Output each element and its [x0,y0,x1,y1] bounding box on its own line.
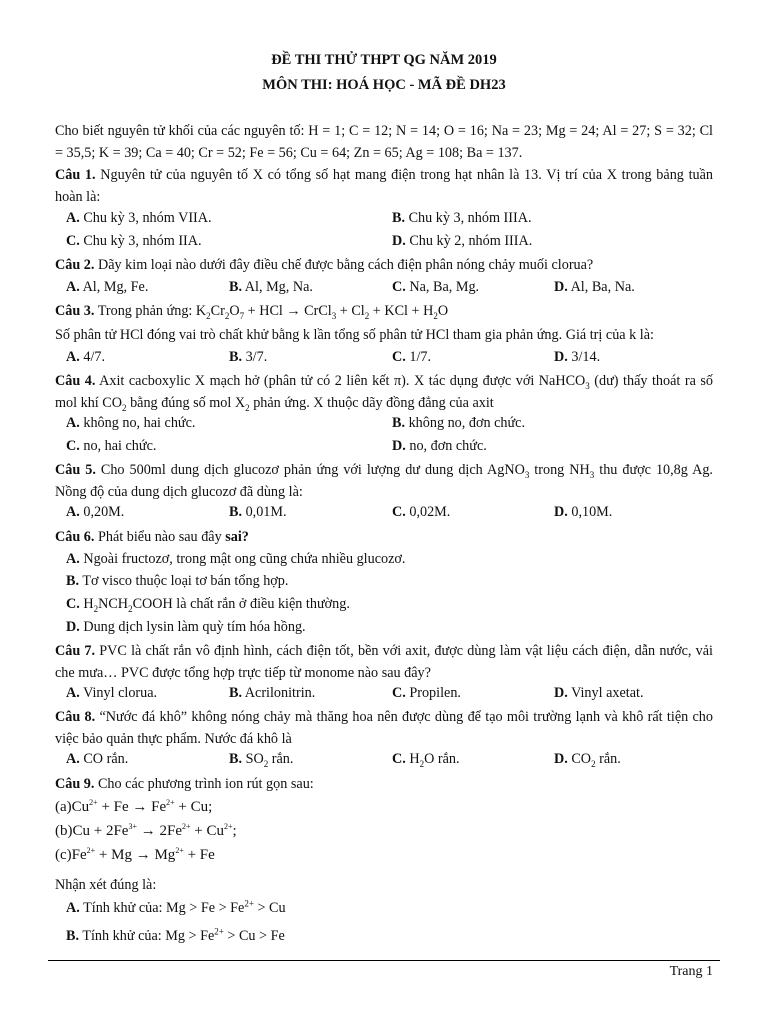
q8-option-a[interactable]: A. CO rắn. [66,751,129,767]
exam-title: ĐỀ THI THỬ THPT QG NĂM 2019 [271,52,497,68]
q5-option-a[interactable]: A. 0,20M. [66,504,125,520]
question-7: Câu 7. PVC là chất rắn vô định hình, cách điện tốt, bền với axit, được dùng làm vật liệu cách điện, dẫn nước, vải che mưa… PVC được tổng hợp trực tiếp từ monome nào sau đây? [55,643,713,681]
question-9: Câu 9. Cho các phương trình ion rút gọn sau: [55,776,314,792]
atomic-mass-intro: Cho biết nguyên tử khối của các nguyên tố: H = 1; C = 12; N = 14; O = 16; Na = 23; Mg = 24; Al = 27; S = 32; Cl = 35,5; K = 39; Ca = 40; Cr = 52; Fe = 56; Cu = 64; Zn = 65; Ag = 108; Ba = 137. [55,123,713,161]
q1-option-b[interactable]: B. Chu kỳ 3, nhóm IIIA. [392,210,532,226]
q6-option-b[interactable]: B. Tơ visco thuộc loại tơ bán tổng hợp. [66,573,289,589]
q6-option-d[interactable]: D. Dung dịch lysin làm quỳ tím hóa hồng. [66,619,306,635]
q2-option-b[interactable]: B. Al, Mg, Na. [229,279,313,295]
q9-option-b[interactable]: B. Tính khử của: $Mg > Fe^{2+} > Cu > Fe$ [66,926,285,944]
q1-option-d[interactable]: D. Chu kỳ 2, nhóm IIIA. [392,233,533,249]
question-1 [55,164,713,208]
q3-option-d[interactable]: D. 3/14. [554,349,601,365]
q4-option-d[interactable]: D. no, đơn chức. [392,438,487,454]
question-5: Câu 5. Cho 500ml dung dịch glucozơ phản ứng với lượng dư dung dịch AgNO$_3$ trong $NH_3$ thu được 10,8g Ag. Nồng độ của dung dịch glucozơ đã dùng là: [55,462,713,500]
q7-option-c[interactable]: C. Propilen. [392,685,461,701]
question-4: Câu 4. Axit cacboxylic X mạch hở (phân tử có 2 liên kết π). X tác dụng được với NaHCO$_3$ (dư) thấy thoát ra số mol khí $CO_2$ bằng đúng số mol $X_2$ phản ứng. X thuộc dãy đồng đẳng của axit [55,373,713,413]
q4-option-b[interactable]: B. không no, đơn chức. [392,415,526,431]
question-9-remark: Nhận xét đúng là: [55,877,157,893]
q5-option-d[interactable]: D. 0,10M. [554,504,613,520]
q3-option-a[interactable]: A. 4/7. [66,349,106,365]
question-2: Câu 2. Dãy kim loại nào dưới đây điều chế được bằng cách điện phân nóng chảy muối clorua? [55,257,594,273]
question-text: Nguyên tử của nguyên tố X có tổng số hạt mang điện trong hạt nhân là 13. Vị trí của X trong bảng tuần hoàn là: [55,167,713,205]
question-label: Câu 1. [55,167,96,183]
q1-option-a[interactable]: A. Chu kỳ 3, nhóm VIIA. [66,210,212,226]
q9-option-a[interactable]: A. Tính khử của: $Mg > Fe > Fe^{2+} > Cu$ [66,898,286,916]
exam-subtitle: MÔN THI: HOÁ HỌC - MÃ ĐỀ DH23 [262,77,506,93]
q2-option-c[interactable]: C. Na, Ba, Mg. [392,279,480,295]
q6-option-c[interactable]: C. $H_2NCH_2COOH$ là chất rắn ở điều kiện thường. [66,596,350,614]
ion-equation-b: $(b)Cu + 2Fe^{3+} \to 2Fe^{2+} + Cu^{2+}$; [55,822,237,839]
footer-rule [48,960,720,961]
q4-option-a[interactable]: A. không no, hai chức. [66,415,196,431]
q8-option-c[interactable]: C. $H_2O$ rắn. [392,751,460,769]
question-8: Câu 8. “Nước đá khô” không nóng chảy mà thăng hoa nên được dùng để tạo môi trường lạnh và khô rất tiện cho việc bảo quản thực phẩm. Nước đá khô là [55,709,713,747]
q6-option-a[interactable]: A. Ngoài fructozơ, trong mật ong cũng chứa nhiều glucozơ. [66,551,406,567]
q3-option-b[interactable]: B. 3/7. [229,349,268,365]
q7-option-b[interactable]: B. Acrilonitrin. [229,685,316,701]
ion-equation-c: $(c)Fe^{2+} + Mg \to Mg^{2+} + Fe$ [55,846,215,863]
q3-option-c[interactable]: C. 1/7. [392,349,432,365]
q5-option-c[interactable]: C. 0,02M. [392,504,451,520]
question-3: Câu 3. Trong phản ứng: $K_2Cr_2O_7$ + HCl → CrCl$_3$ + $Cl_2$ + KCl + $H_2O$ [55,303,449,321]
q2-option-a[interactable]: A. Al, Mg, Fe. [66,279,149,295]
page-number: Trang 1 [669,964,713,979]
question-6: Câu 6. Phát biểu nào sau đây sai? [55,529,249,545]
q1-option-c[interactable]: C. Chu kỳ 3, nhóm IIA. [66,233,202,249]
ion-equation-a: $(a)Cu^{2+} + Fe \to Fe^{2+} + Cu$; [55,798,213,815]
q8-option-d[interactable]: D. $CO_2$ rắn. [554,751,621,769]
q4-option-c[interactable]: C. no, hai chức. [66,438,157,454]
q7-option-d[interactable]: D. Vinyl axetat. [554,685,644,701]
q7-option-a[interactable]: A. Vinyl clorua. [66,685,158,701]
q2-option-d[interactable]: D. Al, Ba, Na. [554,279,635,295]
question-3-line2: Số phân tử HCl đóng vai trò chất khử bằng k lần tổng số phân tử HCl tham gia phản ứng. Giá trị của k là: [55,327,654,343]
q5-option-b[interactable]: B. 0,01M. [229,504,287,520]
q8-option-b[interactable]: B. $SO_2$ rắn. [229,751,294,769]
